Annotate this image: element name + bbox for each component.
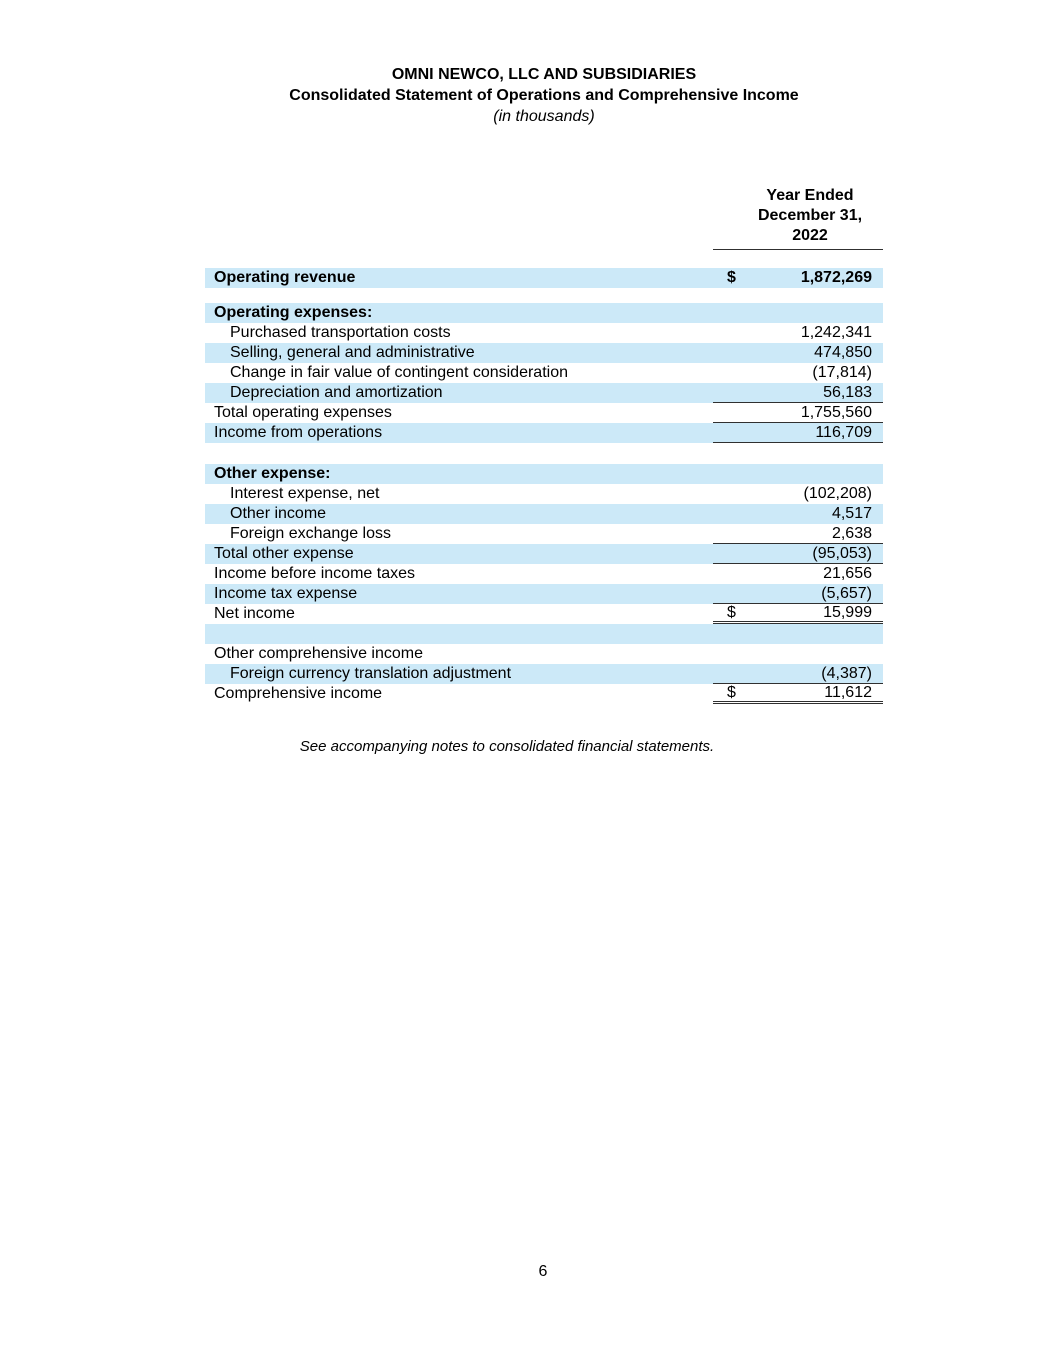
period-line-1: Year Ended [766,187,854,204]
row-label: Purchased transportation costs [230,324,451,341]
table-row [205,363,883,383]
row-value: (102,208) [803,485,872,502]
row-label: Income tax expense [214,585,358,602]
row-value-cell [713,323,883,343]
table-row [205,504,883,524]
row-label [205,443,883,464]
row-label: Net income [214,605,295,622]
units-note: (in thousands) [493,108,595,125]
row-label: Total other expense [214,545,354,562]
row-label: Other comprehensive income [214,645,423,662]
row-value: 56,183 [823,383,872,401]
row-value-cell [713,604,883,624]
table-row [205,524,883,544]
period-line-3: 2022 [792,227,828,244]
row-value-cell [713,268,883,288]
table-row [205,423,883,443]
row-value-cell [713,383,883,403]
row-value-cell [713,464,883,484]
row-value-cell [713,484,883,504]
row-value-cell [713,423,883,443]
row-label: Other expense: [214,465,331,482]
row-label: Change in fair value of contingent consideration [230,364,568,381]
row-label: Foreign currency translation adjustment [230,665,512,682]
dollar-sign: $ [727,269,736,286]
table-row [205,343,883,363]
row-value-cell [713,303,883,323]
row-value: 1,242,341 [800,324,872,341]
row-value-cell [713,564,883,584]
row-value-cell [713,544,883,564]
table-row [205,383,883,403]
row-label: Comprehensive income [214,685,383,702]
page-number: 6 [538,1263,548,1280]
table-row [205,604,883,624]
period-line-2: December 31, [757,207,863,224]
table-row [205,564,883,584]
row-value: 4,517 [831,505,872,522]
row-value-cell [713,504,883,524]
spacer-row [205,288,883,303]
row-label: Income from operations [214,424,383,441]
row-value-cell [713,644,883,664]
table-row [205,644,883,664]
spacer-row [205,443,883,464]
row-label: Operating revenue [214,269,356,286]
table-row [205,584,883,604]
row-value: 21,656 [823,565,872,582]
row-value: 474,850 [814,344,872,361]
row-value: (17,814) [812,364,872,381]
statement-title: Consolidated Statement of Operations and Comprehensive Income [289,87,799,104]
statement-table [205,268,883,704]
row-value-cell [713,343,883,363]
table-row [205,684,883,704]
table-row [205,544,883,564]
row-label: Total operating expenses [214,404,392,421]
table-row [205,403,883,423]
table-row [205,268,883,288]
footnote: See accompanying notes to consolidated financial statements. [299,738,715,755]
row-value: (4,387) [821,664,872,682]
row-value: 1,755,560 [800,403,872,421]
row-label [205,624,883,644]
company-name: OMNI NEWCO, LLC AND SUBSIDIARIES [391,66,697,83]
spacer-row [205,624,883,644]
table-row [205,664,883,684]
row-value-cell [713,584,883,604]
row-label [205,288,883,303]
row-label: Interest expense, net [230,485,380,502]
row-label: Foreign exchange loss [230,525,391,542]
row-value: 11,612 [824,683,872,701]
row-label: Selling, general and administrative [230,344,475,361]
row-value: (5,657) [821,584,872,602]
row-value-cell [713,684,883,704]
row-label: Income before income taxes [214,565,415,582]
row-value: 15,999 [823,603,872,621]
row-value-cell [713,664,883,684]
table-row [205,484,883,504]
row-value-cell [713,524,883,544]
period-column-header [713,186,883,250]
row-value: 1,872,269 [800,269,872,286]
row-value-cell [713,403,883,423]
dollar-sign: $ [727,603,736,621]
row-label: Depreciation and amortization [230,384,443,401]
table-row [205,464,883,484]
row-label: Operating expenses: [214,304,373,321]
row-value: 2,638 [831,524,872,542]
table-row [205,303,883,323]
row-value-cell [713,363,883,383]
row-value: (95,053) [812,544,872,562]
row-value: 116,709 [815,423,872,441]
dollar-sign: $ [727,683,736,701]
document-header [205,64,883,127]
table-row [205,323,883,343]
row-label: Other income [230,505,327,522]
